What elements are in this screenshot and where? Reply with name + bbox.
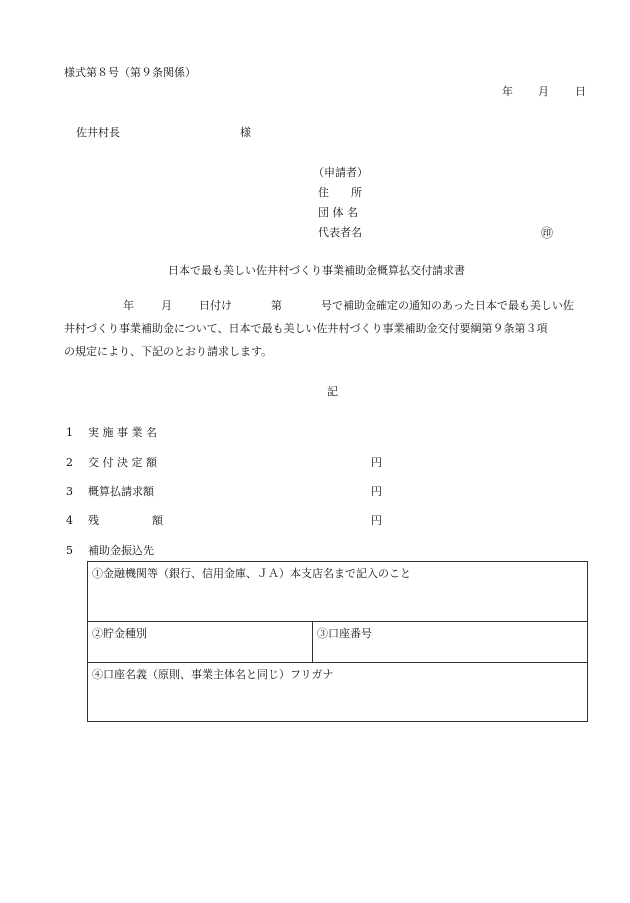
body-line2: 井村づくり事業補助金について、日本で最も美しい佐井村づくり事業補助金交付要綱第９条第３項	[64, 322, 548, 335]
item-number: 5	[66, 544, 73, 557]
body-line1-rest: 号で補助金確定の通知のあった日本で最も美しい佐	[321, 299, 574, 312]
item-label: 補助金振込先	[88, 544, 154, 557]
addressee-honorific: 様	[240, 126, 251, 139]
body-dai: 第	[271, 299, 282, 312]
item-label: 実 施 事 業 名	[88, 426, 157, 439]
ki-heading: 記	[327, 385, 338, 398]
item-label: 交 付 決 定 額	[88, 456, 157, 469]
body-year: 年	[123, 299, 134, 312]
body-day-tsuke: 日付け	[199, 299, 232, 312]
applicant-heading: （申請者）	[313, 166, 368, 179]
deposit-type-label: ②貯金種別	[92, 627, 147, 640]
item-unit: 円	[371, 514, 382, 527]
bank-name-cell[interactable]	[87, 561, 588, 622]
seal-mark: ㊞	[541, 226, 554, 240]
addressee-name: 佐井村長	[76, 126, 120, 139]
item-number: 1	[66, 426, 73, 439]
applicant-rep-label: 代表者名	[318, 226, 362, 239]
date-year: 年	[502, 85, 513, 98]
applicant-group-label: 団 体 名	[318, 206, 358, 219]
item-label: 概算払請求額	[88, 485, 154, 498]
item-number: 3	[66, 485, 73, 498]
deposit-type-cell[interactable]	[87, 621, 313, 663]
item-unit: 円	[371, 485, 382, 498]
bank-name-label: ①金融機関等（銀行、信用金庫、ＪＡ）本支店名まで記入のこと	[92, 567, 411, 580]
form-number: 様式第８号（第９条関係）	[64, 66, 196, 79]
date-day: 日	[575, 85, 586, 98]
body-line3: の規定により、下記のとおり請求します。	[64, 345, 273, 358]
item-label: 残	[88, 514, 99, 527]
date-month: 月	[538, 85, 549, 98]
item-number: 2	[66, 456, 73, 469]
applicant-address-label: 住 所	[318, 186, 362, 199]
item-label: 額	[152, 514, 163, 527]
account-holder-label: ④口座名義（原則、事業主体名と同じ）フリガナ	[92, 668, 334, 681]
item-unit: 円	[371, 456, 382, 469]
account-holder-cell[interactable]	[87, 662, 588, 722]
document-title: 日本で最も美しい佐井村づくり事業補助金概算払交付請求書	[168, 264, 465, 277]
account-number-label: ③口座番号	[317, 627, 372, 640]
account-number-cell[interactable]	[312, 621, 588, 663]
body-month: 月	[161, 299, 172, 312]
item-number: 4	[66, 514, 73, 527]
